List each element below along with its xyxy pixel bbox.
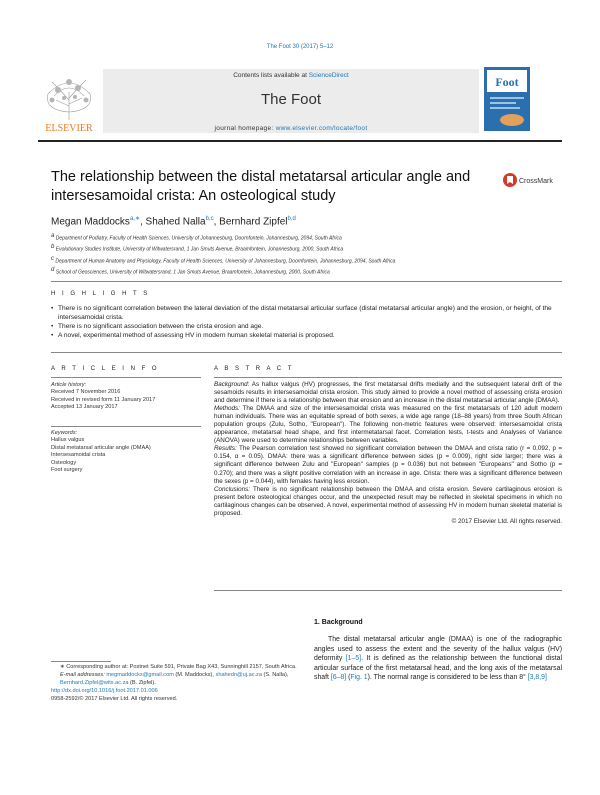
divider xyxy=(51,377,201,378)
affiliation-mark: d xyxy=(51,266,55,273)
article-title: The relationship between the distal metatarsal articular angle and intersesamoidal crista: An osteological study xyxy=(51,169,471,204)
abstract-paragraph xyxy=(214,445,562,485)
abstract-paragraph xyxy=(214,405,562,445)
affiliation-text: Department of Human Anatomy and Physiology, Faculty of Health Sciences, University of Johannesburg, Doornfontein, Johannesburg, 2094, South Africa xyxy=(54,258,396,265)
journal-reference: The Foot 30 (2017) 5–12 xyxy=(266,44,334,50)
abstract-section-label: Methods: xyxy=(214,405,240,413)
keyword-item: Foot surgery xyxy=(51,467,83,474)
divider xyxy=(51,426,201,427)
email-owner: (B. Zipfel). xyxy=(128,679,156,686)
contents-prefix: Contents lists available at xyxy=(233,72,309,79)
body-text-run: ( xyxy=(346,674,351,681)
divider xyxy=(51,352,562,353)
abstract-heading: A B S T R A C T xyxy=(214,366,294,372)
author-separator: , xyxy=(139,216,146,228)
affiliation-text: Evolutionary Studies Institute, University of Witwatersrand, 1 Jan Smuts Avenue, Braamfontein, Johannesburg, 2000, South Africa xyxy=(54,246,344,253)
affiliation-line xyxy=(51,266,571,277)
author-name: Shahed Nalla xyxy=(145,216,206,228)
abstract-paragraph xyxy=(214,486,562,518)
abstract-section-text: There is no significant relationship between the DMAA and crista erosion. Severe cartilaginous erosion is present before osteological changes occur, and the unexpected result may be reflected in skeletal specimens in which no cartilaginous changes can be observed. A novel, experimental method of assessing HV in modern human skeletal material is proposed. xyxy=(214,485,562,517)
email-owner: (M. Maddocks), xyxy=(173,671,216,678)
highlights-list xyxy=(51,305,561,341)
affiliation-mark: c xyxy=(51,255,54,262)
divider xyxy=(214,590,562,591)
author-affiliation-mark[interactable]: b,c xyxy=(205,216,214,222)
article-history xyxy=(51,382,201,412)
body-text-run: ). The normal range is considered to be less than 8° xyxy=(367,674,528,681)
keyword-item: Intersesamoidal crista xyxy=(51,452,106,459)
doi-link[interactable]: http://dx.doi.org/10.1016/j.foot.2017.01.006 xyxy=(51,687,158,694)
abstract-paragraph xyxy=(214,381,562,405)
highlight-item: • There is no significant association between the crista erosion and age. xyxy=(51,323,561,332)
affiliation-mark: a xyxy=(51,233,55,239)
abstract-section-text: As hallux valgus (HV) progresses, the first metatarsal drifts medially and the subsequent lateral drift of the sesamoids results in intersesamoidal crista erosion. This study aimed to provide a novel method of assessing crista erosion and determine if there is a relationship between that erosion and an increase in the distal metatarsal articular angle (DMAA). xyxy=(214,381,562,405)
corresponding-author-note: ∗ Corresponding author at: Postnet Suite 591, Private Bag X43, Sunninghill 2157, South Africa. xyxy=(60,664,297,670)
email-link[interactable]: shahedn@uj.ac.za xyxy=(215,671,262,678)
author-name: Megan Maddocks xyxy=(51,216,130,228)
email-label: E-mail addresses: xyxy=(60,671,107,678)
author-list xyxy=(51,215,296,227)
highlight-item: • A novel, experimental method of assessing HV in modern human skeletal material is proposed. xyxy=(51,332,561,341)
author-affiliation-mark[interactable]: b,d xyxy=(287,216,296,222)
affiliation-mark: b xyxy=(51,244,55,251)
abstract-section-label: Conclusions: xyxy=(214,485,251,493)
homepage-prefix: journal homepage: xyxy=(214,125,276,132)
keywords xyxy=(51,430,201,474)
abstract-section-label: Results: xyxy=(214,445,237,453)
footnote-rule xyxy=(51,661,111,662)
citation-link[interactable]: Fig. 1 xyxy=(350,674,368,681)
contents-line xyxy=(103,72,479,79)
keyword-item: Distal metatarsal articular angle (DMAA) xyxy=(51,444,151,451)
author-affiliation-mark[interactable]: a,∗ xyxy=(129,216,140,222)
body-text-run: The distal metatarsal articular angle (DMAA) is one of the radiographic angles used to assess the extent and the severity of the hallux valgus (HV) deformity xyxy=(314,636,562,662)
abstract-body xyxy=(214,381,562,526)
email-owner: (S. Nalla), xyxy=(261,671,289,678)
divider xyxy=(214,377,562,378)
body-text-run: . It is defined as the relationship between the functional distal articular surface of the first metatarsal head, and the long axis of the metatarsal shaft xyxy=(314,655,562,681)
journal-cover-thumbnail xyxy=(484,67,530,131)
highlight-item: • There is no significant correlation between the lateral deviation of the distal metatarsal articular surface (distal metatarsal articular angle) and the erosion, or height, of the intersesamoidal crista. xyxy=(51,305,561,323)
journal-title: The Foot xyxy=(260,91,322,108)
abstract-section-label: Background: xyxy=(214,381,250,388)
keyword-item: Hallux valgus xyxy=(51,437,85,444)
footnotes xyxy=(51,664,301,704)
section-heading: 1. Background xyxy=(314,619,363,626)
header-rule xyxy=(38,140,562,142)
affiliation-line xyxy=(51,243,571,254)
author-name: Bernhard Zipfel xyxy=(219,216,288,228)
author-separator: , xyxy=(213,216,220,228)
history-item: Accepted 13 January 2017 xyxy=(51,404,118,411)
affiliations xyxy=(51,232,571,277)
cover-title: Foot xyxy=(495,75,519,89)
history-item: Received in revised form 11 January 2017 xyxy=(51,396,156,403)
email-link[interactable]: megmaddocks@gmail.com xyxy=(106,671,174,678)
affiliation-text: Department of Podiatry, Faculty of Health Sciences, University of Johannesburg, Doornfontein, Johannesburg, 2094, South Africa xyxy=(54,235,342,242)
abstract-copyright: © 2017 Elsevier Ltd. All rights reserved. xyxy=(451,517,562,525)
email-addresses xyxy=(51,672,301,688)
elsevier-logo xyxy=(38,70,100,134)
affiliation-line xyxy=(51,232,571,243)
elsevier-wordmark: ELSEVIER xyxy=(45,123,93,134)
issn-copyright: 0958-2592/© 2017 Elsevier Ltd. All rights reserved. xyxy=(51,695,178,702)
highlights-heading: H I G H L I G H T S xyxy=(51,291,150,297)
article-info-heading: A R T I C L E I N F O xyxy=(51,366,160,372)
homepage-link[interactable]: www.elsevier.com/locate/foot xyxy=(275,125,368,132)
abstract-section-text: The Pearson correlation test showed no significant correlation between the DMAA and crista ratio (r = 0.092, p = 0.154, α = 0.05). DMAA: there was a significant difference between sides (p = 0.009), right side larger; there was a significant difference between Zulu and "European" samples (p = 0.036) but not between "Europeans" and Sotho (p = 0.270); and there was a slight positive correlation with an increase in age. Crista: there was a significant difference between the sexes (p = 0.044), with females having less erosion. xyxy=(214,445,562,485)
history-label: Article history: xyxy=(51,382,87,388)
divider xyxy=(51,281,562,282)
citation-link[interactable]: [3,8,9] xyxy=(527,674,547,681)
homepage-line xyxy=(103,125,479,132)
citation-link[interactable]: [6–8] xyxy=(330,674,347,681)
keywords-label: Keywords: xyxy=(51,430,78,436)
affiliation-text: School of Geosciences, University of Witwatersrand, 1 Jan Smuts Avenue, Braamfontein, Johannesburg, 2000, South Africa xyxy=(54,269,330,276)
crossmark-label: CrossMark xyxy=(519,178,553,185)
crossmark-badge[interactable] xyxy=(503,172,563,188)
email-link[interactable]: Bernhard.Zipfel@wits.ac.za xyxy=(60,679,129,686)
abstract-section-text: The DMAA and size of the intersesamoidal crista was measured on the first metatarsals of 120 adult modern human individuals. There was an equitable spread of both sexes, a wide age range (18–88 years) from three South African population groups (Zulu, Sotho, "European"). The following non-metric features were observed: intersesamoidal crista appearance, metatarsal head shape, and first intermetatarsal facet. Correlation tests, t-tests and Analyses of Variance (ANOVA) were used to determine relationships between variables. xyxy=(214,405,562,445)
citation-link[interactable]: [1–5] xyxy=(345,655,362,662)
body-paragraph xyxy=(314,635,562,683)
affiliation-line xyxy=(51,255,571,266)
keyword-item: Osteology xyxy=(51,459,77,466)
sciencedirect-link[interactable]: ScienceDirect xyxy=(308,72,349,79)
history-item: Received 7 November 2016 xyxy=(51,389,121,396)
